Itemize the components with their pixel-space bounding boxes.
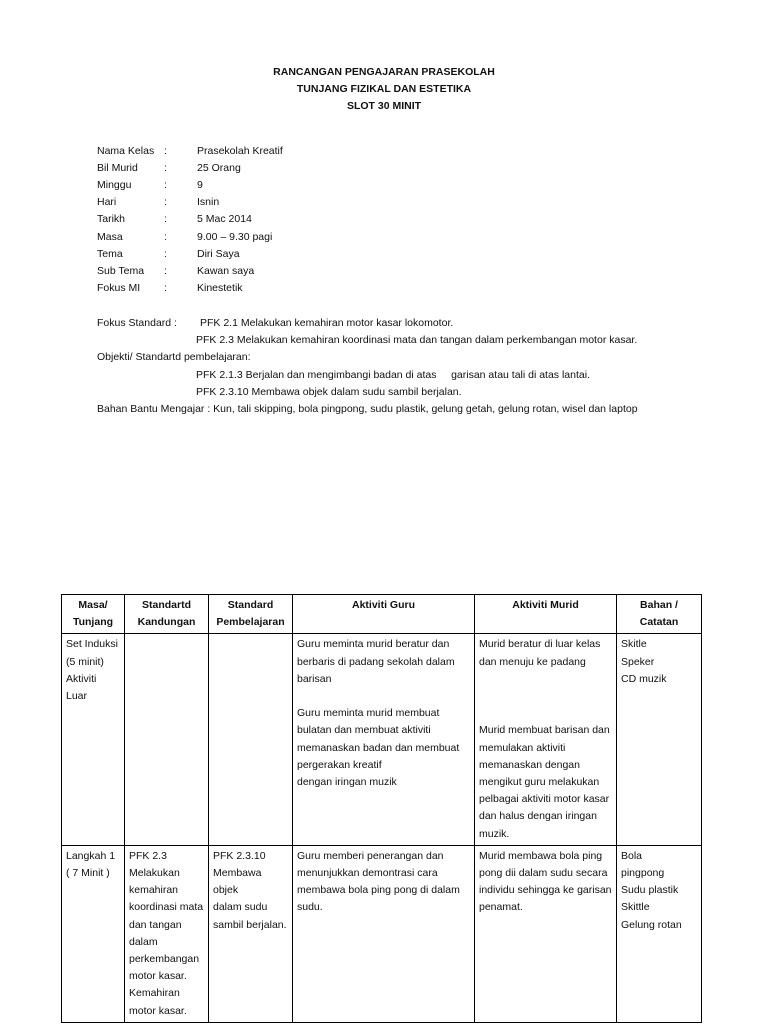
info-value: Kinestetik (197, 282, 243, 294)
cell-guru (293, 634, 475, 845)
cell-line: pong dii dalam sudu secara (479, 867, 608, 879)
cell-line: (5 minit) (66, 655, 104, 668)
header-standard-kandungan (125, 595, 209, 634)
objektif-label: Objekti/ Standartd pembelajaran: (97, 351, 251, 363)
cell-bahan (617, 634, 702, 845)
cell-line: dan menuju ke padang (479, 655, 586, 668)
cell-line: penamat. (479, 901, 523, 914)
info-colon: : (164, 145, 167, 157)
info-value: 25 Orang (197, 162, 241, 174)
cell-line: Guru memberi penerangan dan (297, 849, 444, 862)
header-line: Pembelajaran (216, 616, 285, 629)
header-line: Catatan (639, 616, 679, 629)
info-label: Hari (97, 196, 117, 208)
cell-line: berbaris di padang sekolah dalam (297, 655, 455, 668)
cell-masa (62, 634, 125, 845)
info-label: Bil Murid (97, 162, 138, 174)
header-line: Tunjang (72, 616, 114, 629)
info-value: 5 Mac 2014 (197, 213, 252, 225)
cell-line: Murid membuat barisan dan (479, 724, 610, 737)
cell-line: Sudu plastik (621, 884, 679, 897)
info-value: Isnin (197, 196, 220, 208)
cell-line: Skittle (621, 901, 650, 914)
info-label: Sub Tema (97, 265, 145, 277)
cell-line: mengikut guru melakukan (479, 775, 600, 788)
header-line: Kandungan (137, 616, 196, 629)
doc-title: RANCANGAN PENGAJARAN PRASEKOLAH (273, 66, 495, 78)
cell-line: memulakan aktiviti (479, 741, 566, 754)
header-line: Masa/ (78, 599, 108, 611)
cell-line: PFK 2.3 (129, 849, 167, 862)
doc-slot: SLOT 30 MINIT (346, 100, 422, 112)
cell-line: PFK 2.3.10 (213, 849, 266, 862)
header-line: Aktiviti Guru (351, 599, 415, 611)
info-label: Fokus MI (97, 282, 141, 294)
cell-line: bulatan dan membuat aktiviti (297, 724, 431, 737)
header-line: Bahan / (640, 599, 678, 611)
cell-pembelajaran (209, 845, 293, 1022)
info-label: Tarikh (97, 213, 126, 225)
info-value: Diri Saya (197, 248, 240, 260)
info-colon: : (164, 248, 167, 260)
header-bahan-catatan (617, 595, 702, 634)
bahan-bantu-mengajar: Bahan Bantu Mengajar : Kun, tali skipping, bola pingpong, sudu plastik, gelung getah, gelung rotan, wisel dan laptop (97, 403, 638, 415)
info-value: Prasekolah Kreatif (197, 145, 283, 157)
cell-line: koordinasi mata (129, 901, 204, 914)
cell-line: Guru meminta murid membuat (297, 707, 440, 720)
header-line: Aktiviti Murid (512, 599, 579, 611)
cell-line (297, 688, 470, 705)
doc-subtitle: TUNJANG FIZIKAL DAN ESTETIKA (296, 83, 472, 95)
cell-line: Bola (621, 849, 643, 862)
cell-line: perkembangan (129, 953, 200, 966)
info-value: Kawan saya (197, 265, 255, 277)
cell-masa (62, 845, 125, 1022)
cell-line: Kemahiran (129, 987, 180, 1000)
cell-line: Guru meminta murid beratur dan (297, 638, 450, 651)
cell-line: dalam sudu (213, 901, 268, 914)
cell-line: memanaskan dengan (479, 758, 580, 771)
info-colon: : (164, 282, 167, 294)
header-standard-pembelajaran (209, 595, 293, 634)
cell-line: Langkah 1 (66, 849, 116, 862)
info-label: Tema (97, 248, 123, 260)
cell-line: dalam (129, 935, 158, 948)
header-line: Standard (227, 599, 274, 611)
table-row (62, 845, 702, 1022)
cell-kandungan (125, 845, 209, 1022)
lesson-table (61, 594, 702, 1023)
objektif-item: PFK 2.1.3 Berjalan dan mengimbangi badan di atas garisan atau tali di atas lantai. (196, 369, 590, 381)
header-aktiviti-murid (475, 595, 617, 634)
cell-line: ( 7 Minit ) (66, 867, 110, 879)
cell-line: CD muzik (621, 672, 667, 685)
cell-line (479, 688, 612, 705)
cell-line: dan halus dengan iringan (479, 810, 597, 823)
info-colon: : (164, 162, 167, 174)
table-row (62, 634, 702, 845)
cell-line (479, 705, 612, 722)
info-colon: : (164, 196, 167, 208)
fokus-standard-label: Fokus Standard : (97, 317, 177, 329)
cell-line: Speker (621, 655, 655, 668)
cell-line: Aktiviti Luar (66, 672, 97, 703)
cell-line: Skitle (621, 638, 647, 651)
info-value: 9.00 – 9.30 pagi (197, 231, 273, 243)
info-colon: : (164, 213, 167, 225)
cell-line: Murid membawa bola ping (479, 849, 603, 862)
cell-line: individu sehingga ke garisan (479, 884, 612, 897)
cell-kandungan (125, 634, 209, 845)
cell-murid (475, 845, 617, 1022)
cell-line: sambil berjalan. (213, 918, 287, 931)
cell-line: Murid beratur di luar kelas (479, 638, 601, 651)
cell-pembelajaran (209, 634, 293, 845)
header-aktiviti-guru (293, 595, 475, 634)
cell-line: pergerakan kreatif (297, 758, 382, 771)
header-masa-tunjang (62, 595, 125, 634)
cell-murid (475, 634, 617, 845)
cell-line: Melakukan (129, 867, 180, 879)
cell-line: Membawa objek (213, 867, 262, 897)
fokus-standard-item: PFK 2.1 Melakukan kemahiran motor kasar lokomotor. (200, 317, 454, 329)
cell-line: memanaskan badan dan membuat (297, 741, 460, 754)
cell-line: motor kasar. (129, 970, 187, 983)
cell-line: barisan (297, 672, 332, 685)
info-label: Minggu (97, 179, 132, 191)
cell-line: dan tangan (129, 918, 182, 931)
cell-line: pingpong (621, 867, 665, 879)
cell-line (479, 671, 612, 688)
info-colon: : (164, 265, 167, 277)
cell-line: Gelung rotan (621, 918, 682, 931)
cell-bahan (617, 845, 702, 1022)
cell-line: motor kasar. (129, 1004, 187, 1017)
info-label: Nama Kelas (97, 145, 155, 157)
info-colon: : (164, 179, 167, 191)
info-colon: : (164, 231, 167, 243)
cell-line: Set Induksi (66, 638, 118, 651)
table-header-row (62, 595, 702, 634)
cell-line: sudu. (297, 901, 323, 914)
info-value: 9 (197, 179, 203, 191)
cell-line: kemahiran (129, 884, 179, 897)
objektif-item: PFK 2.3.10 Membawa objek dalam sudu sambil berjalan. (196, 386, 462, 398)
cell-line: muzik. (479, 827, 510, 840)
info-label: Masa (97, 231, 123, 243)
header-line: Standartd (141, 599, 191, 611)
cell-line: menunjukkan demontrasi cara (297, 867, 438, 879)
cell-line: membawa bola ping pong di dalam (297, 884, 460, 897)
cell-line: dengan iringan muzik (297, 776, 397, 789)
cell-guru (293, 845, 475, 1022)
cell-line: pelbagai aktiviti motor kasar (479, 793, 610, 806)
table-body (62, 634, 702, 1022)
fokus-standard-item: PFK 2.3 Melakukan kemahiran koordinasi mata dan tangan dalam perkembangan motor kasar. (196, 334, 638, 346)
